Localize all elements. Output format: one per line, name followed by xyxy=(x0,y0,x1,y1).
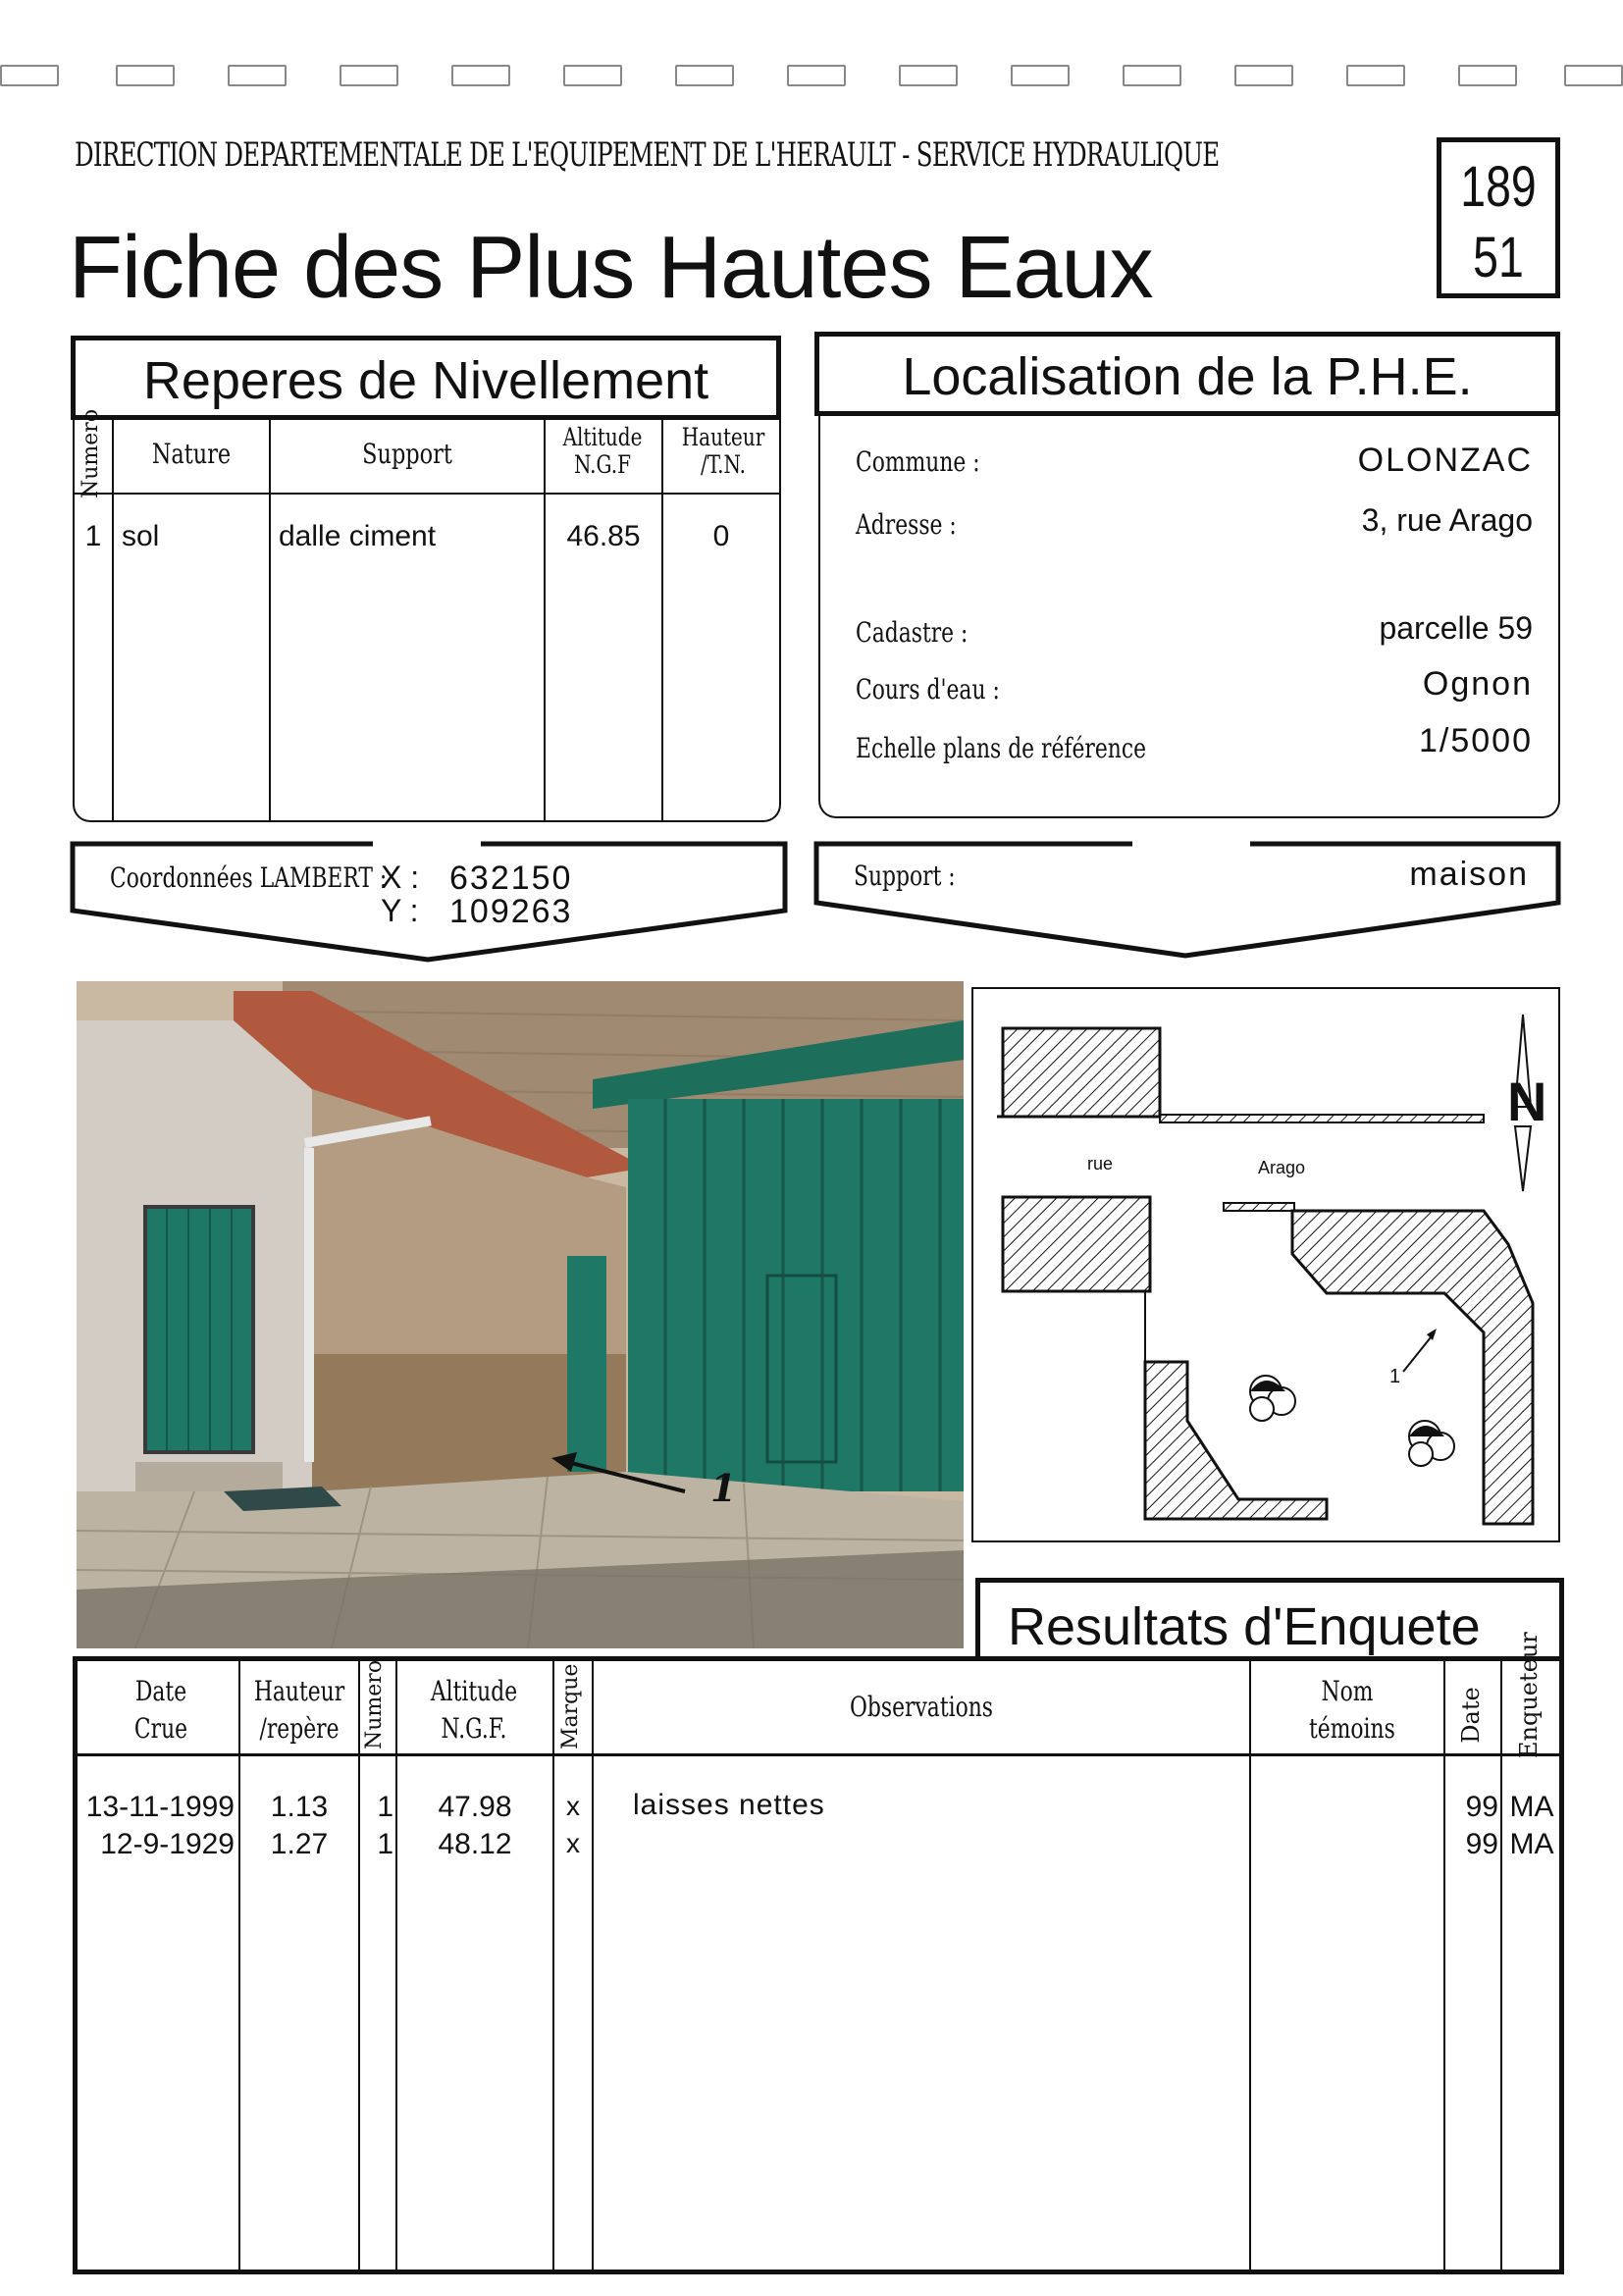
map-street-rue: rue xyxy=(1087,1154,1114,1174)
col-numero: Numero xyxy=(79,408,103,498)
reperes-table xyxy=(73,408,781,822)
punch-hole xyxy=(451,65,510,86)
punch-hole xyxy=(340,65,398,86)
punch-hole xyxy=(1011,65,1070,86)
col-date-crue: Date Crue xyxy=(133,1675,188,1745)
department-header: DIRECTION DEPARTEMENTALE DE L'EQUIPEMENT DE L'HERAULT - SERVICE HYDRAULIQUE xyxy=(75,135,1220,175)
punch-hole xyxy=(0,65,59,86)
col-date: Date xyxy=(1457,1687,1485,1744)
cell-enqueteur: MA xyxy=(1509,1828,1554,1860)
cell-enqueteur: MA xyxy=(1509,1791,1554,1823)
map-street-arago: Arago xyxy=(1258,1158,1306,1177)
cell-hauteur: 1.13 xyxy=(270,1791,329,1823)
lambert-x-label: X : xyxy=(381,860,420,895)
cell-marque: x xyxy=(566,1791,580,1821)
localisation-title: Localisation de la P.H.E. xyxy=(902,347,1473,406)
lambert-x-value: 632150 xyxy=(449,860,573,897)
lambert-arrow-box xyxy=(69,834,791,971)
col-nom-temoins: Nom témoins xyxy=(1309,1675,1395,1745)
cell-date-crue: 12-9-1929 xyxy=(100,1828,235,1860)
support-arrow-box xyxy=(812,834,1564,971)
cell-numero: 1 xyxy=(377,1791,393,1823)
cell-date: 99 xyxy=(1465,1828,1498,1860)
col-hauteur-repere: Hauteur /repère xyxy=(253,1675,345,1745)
support-value: maison xyxy=(1409,856,1529,893)
localisation-panel xyxy=(818,416,1560,818)
tree-icon xyxy=(1409,1421,1454,1466)
punch-hole xyxy=(1564,65,1623,86)
reperes-title: Reperes de Nivellement xyxy=(142,351,709,410)
commune-label: Commune : xyxy=(856,445,980,478)
cell-date-crue: 13-11-1999 xyxy=(85,1791,235,1823)
punch-hole xyxy=(899,65,958,86)
col-numero: Numero xyxy=(362,1659,387,1749)
cadastre-value: parcelle 59 xyxy=(1379,610,1533,646)
col-marque: Marque xyxy=(558,1663,583,1749)
punch-hole xyxy=(116,65,175,86)
cell-altitude: 47.98 xyxy=(438,1791,512,1823)
cell-observations: laisses nettes xyxy=(633,1789,825,1821)
col-nature: Nature xyxy=(151,438,232,470)
reference-top: 189 xyxy=(1460,155,1537,219)
cell-hauteur: 0 xyxy=(712,520,730,552)
cell-altitude: 46.85 xyxy=(566,520,641,552)
cell-numero: 1 xyxy=(377,1828,393,1860)
localisation-title-box xyxy=(814,332,1560,416)
resultats-title-box xyxy=(975,1578,1564,1660)
adresse-label: Adresse : xyxy=(856,508,957,541)
cell-date: 99 xyxy=(1465,1791,1498,1823)
cadastre-label: Cadastre : xyxy=(856,616,969,649)
punch-hole xyxy=(228,65,287,86)
cell-altitude: 48.12 xyxy=(438,1828,512,1860)
col-altitude: Altitude N.G.F. xyxy=(430,1675,518,1745)
cell-nature: sol xyxy=(122,520,160,552)
commune-value: OLONZAC xyxy=(1357,442,1533,479)
punch-hole xyxy=(1458,65,1517,86)
resultats-title: Resultats d'Enquete xyxy=(1008,1597,1481,1656)
punch-hole xyxy=(787,65,846,86)
map-north-label: N xyxy=(1507,1070,1547,1132)
col-support: Support xyxy=(362,438,452,470)
col-enqueteur: Enqueteur xyxy=(1515,1632,1543,1758)
site-map xyxy=(971,987,1560,1542)
punch-hole xyxy=(675,65,734,86)
punch-hole xyxy=(1346,65,1405,86)
reperes-title-box xyxy=(71,336,781,420)
col-observations: Observations xyxy=(849,1691,994,1723)
punch-hole xyxy=(1234,65,1293,86)
cours-value: Ognon xyxy=(1422,665,1533,703)
cell-numero: 1 xyxy=(84,520,102,552)
punch-hole xyxy=(1123,65,1181,86)
resultats-table xyxy=(73,1632,1564,2274)
tree-icon xyxy=(1250,1376,1295,1421)
reference-bottom: 51 xyxy=(1473,226,1524,289)
support-label: Support : xyxy=(854,860,956,892)
col-hauteur: Hauteur /T.N. xyxy=(681,423,765,479)
lambert-label: Coordonnées LAMBERT : xyxy=(110,861,388,894)
cell-support: dalle ciment xyxy=(279,520,437,552)
echelle-label: Echelle plans de référence xyxy=(856,732,1147,764)
cours-label: Cours d'eau : xyxy=(856,673,1000,705)
photo-marker: 1 xyxy=(710,1466,737,1510)
map-marker: 1 xyxy=(1389,1366,1401,1387)
lambert-y-label: Y : xyxy=(381,893,419,928)
col-altitude: Altitude N.G.F xyxy=(562,423,643,479)
reference-box xyxy=(1437,137,1560,298)
page-title: Fiche des Plus Hautes Eaux xyxy=(69,219,1153,317)
site-photo xyxy=(77,981,964,1648)
punch-hole xyxy=(563,65,622,86)
lambert-y-value: 109263 xyxy=(449,893,573,930)
adresse-value: 3, rue Arago xyxy=(1361,502,1533,538)
echelle-value: 1/5000 xyxy=(1419,722,1533,759)
cell-marque: x xyxy=(566,1828,580,1858)
cell-hauteur: 1.27 xyxy=(270,1828,329,1860)
